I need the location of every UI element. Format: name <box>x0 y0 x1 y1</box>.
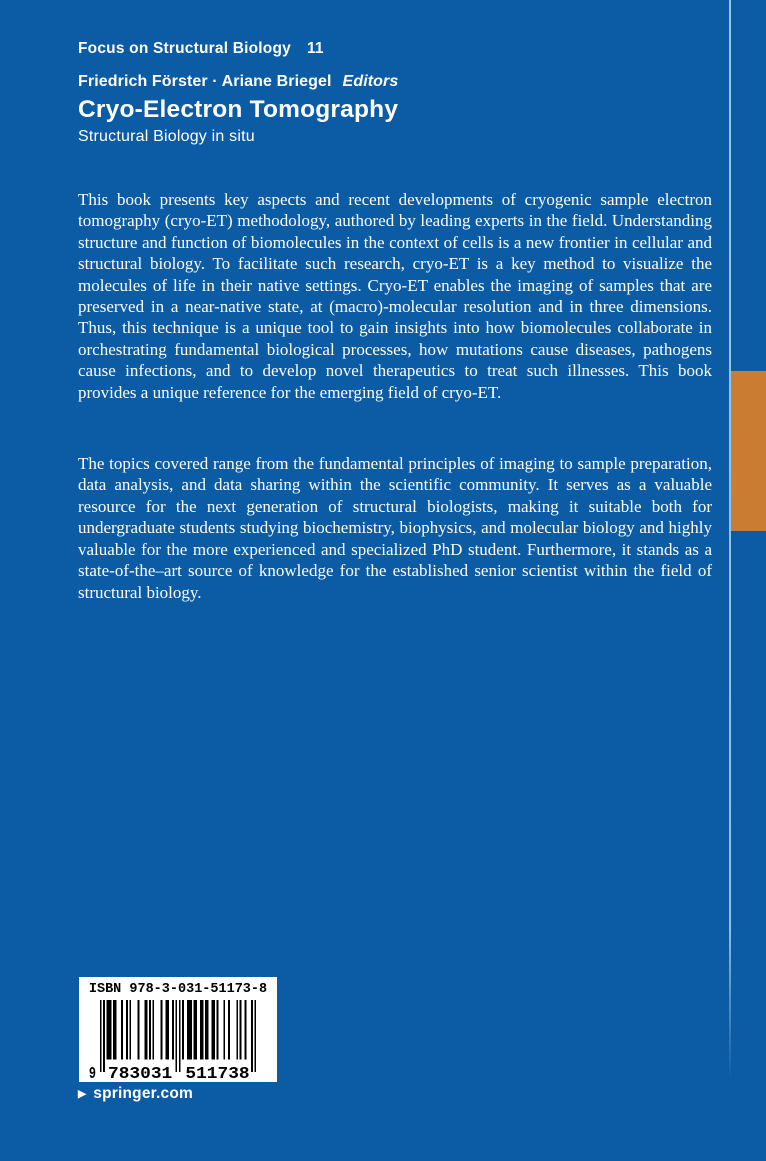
book-subtitle: Structural Biology in situ <box>78 128 255 145</box>
arrow-icon: ▶ <box>78 1087 87 1100</box>
description-paragraph-2: The topics covered range from the fundamental principles of imaging to sample preparation, data analysis, and data sharing within the scientific community. It serves as a valuable resource for the next generation of structural biologists, making it suitable both for undergraduate students studying biochemistry, biophysics, and molecular biology and highly valuable for the more experienced and specialized PhD student. Furthermore, it stands as a state-of-the–art source of knowledge for the established senior scientist within the field of structural biology. <box>78 454 712 602</box>
ean-digits-right-group: 511738 <box>185 1065 250 1080</box>
publisher-footer <box>78 1085 193 1103</box>
description-paragraph-1: This book presents key aspects and recent developments of cryogenic sample electron tomography (cryo-ET) methodology, authored by leading experts in the field. Understanding structure and function of biomolecules in the context of cells is a new frontier in cellular and structural biology. To facilitate such research, cryo-ET is a key method to visualize the molecules of life in their native settings. Cryo-ET enables the imaging of samples that are preserved in a near-native state, at (macro)-molecular resolution and in three dimensions. Thus, this technique is a unique tool to gain insights into how biomolecules collaborate in orchestrating fundamental biological processes, how mutations cause diseases, pathogens cause infections, and to develop novel therapeutics to treat such illnesses. This book provides a unique reference for the emerging field of cryo-ET. <box>78 190 712 402</box>
series-line <box>78 40 718 58</box>
ean13-barcode <box>85 1000 271 1080</box>
accent-color-block <box>731 371 766 531</box>
ean-digit-first: 9 <box>88 1065 96 1080</box>
vertical-rule <box>729 0 731 1161</box>
ean-digits-left-group: 783031 <box>108 1065 173 1080</box>
cover-header <box>78 40 718 146</box>
back-cover-blurb <box>78 189 712 603</box>
editors-names: Friedrich Förster · Ariane Briegel <box>78 73 332 90</box>
isbn-barcode-box <box>79 977 277 1082</box>
editors-role: Editors <box>342 73 399 90</box>
editors-line <box>78 73 718 91</box>
publisher-url: springer.com <box>93 1085 194 1102</box>
series-number: 11 <box>306 40 324 57</box>
isbn-text: ISBN 978-3-031-51173-8 <box>88 982 268 997</box>
series-title: Focus on Structural Biology <box>78 40 291 57</box>
book-title: Cryo-Electron Tomography <box>78 96 399 123</box>
barcode-bars <box>100 1000 256 1072</box>
